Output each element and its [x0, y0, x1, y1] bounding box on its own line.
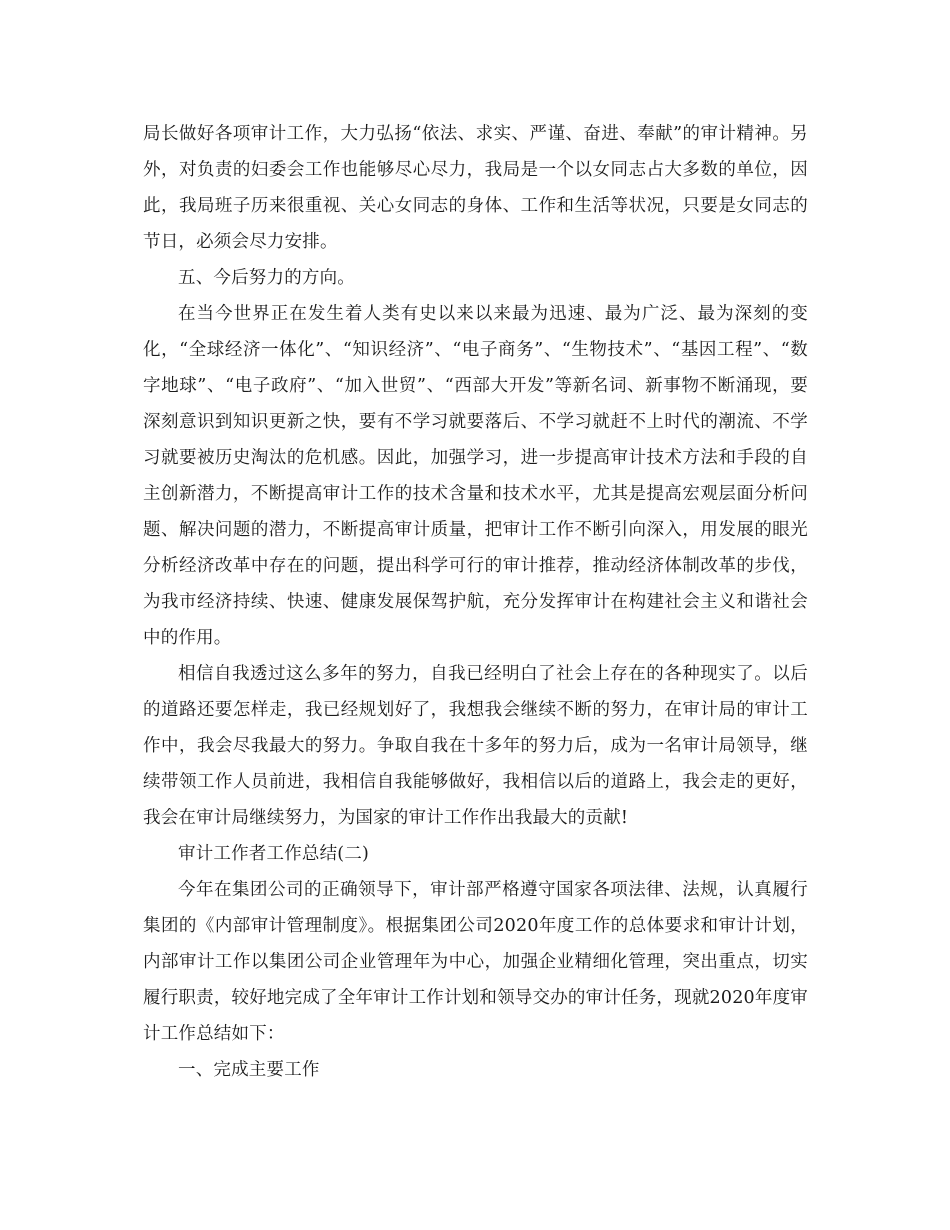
document-body — [143, 116, 808, 1088]
paragraph-learning: 在当今世界正在发生着人类有史以来以来最为迅速、最为广泛、最为深刻的变化，“全球经济一体化”、“知识经济”、“电子商务”、“生物技术”、“基因工程”、“数字地球”、“电子政府”、“加入世贸”、“西部大开发”等新名词、新事物不断涌现，要深刻意识到知识更新之快，要有不学习就要落后、不学习就赶不上时代的潮流、不学习就要被历史淘汰的危机感。因此，加强学习，进一步提高审计技术方法和手段的自主创新潜力，不断提高审计工作的技术含量和技术水平，尤其是提高宏观层面分析问题、解决问题的潜力，不断提高审计质量，把审计工作不断引向深入，用发展的眼光分析经济改革中存在的问题，提出科学可行的审计推荐，推动经济体制改革的步伐，为我市经济持续、快速、健康发展保驾护航，充分发挥审计在构建社会主义和谐社会中的作用。 — [143, 304, 808, 648]
section-heading-main-work: 一、完成主要工作 — [178, 1060, 320, 1080]
paragraph-continuation: 局长做好各项审计工作，大力弘扬“依法、求实、严谨、奋进、奉献”的审计精神。另外，对负责的妇委会工作也能够尽心尽力，我局是一个以女同志占大多数的单位，因此，我局班子历来很重视、关心女同志的身体、工作和生活等状况，只要是女同志的节日，必须会尽力安排。 — [143, 124, 808, 252]
section-heading-future-direction: 五、今后努力的方向。 — [178, 268, 355, 288]
paragraph-annual-overview: 今年在集团公司的正确领导下，审计部严格遵守国家各项法律、法规，认真履行集团的《内部审计管理制度》。根据集团公司2020年度工作的总体要求和审计计划，内部审计工作以集团公司企业管理年为中心，加强企业精细化管理，突出重点，切实履行职责，较好地完成了全年审计工作计划和领导交办的审计任务，现就2020年度审计工作总结如下： — [143, 880, 808, 1044]
section-title-summary-two: 审计工作者工作总结(二) — [178, 844, 370, 864]
paragraph-personal-outlook: 相信自我透过这么多年的努力，自我已经明白了社会上存在的各种现实了。以后的道路还要怎样走，我已经规划好了，我想我会继续不断的努力，在审计局的审计工作中，我会尽我最大的努力。争取自我在十多年的努力后，成为一名审计局领导，继续带领工作人员前进，我相信自我能够做好，我相信以后的道路上，我会走的更好，我会在审计局继续努力，为国家的审计工作作出我最大的贡献! — [143, 664, 808, 828]
